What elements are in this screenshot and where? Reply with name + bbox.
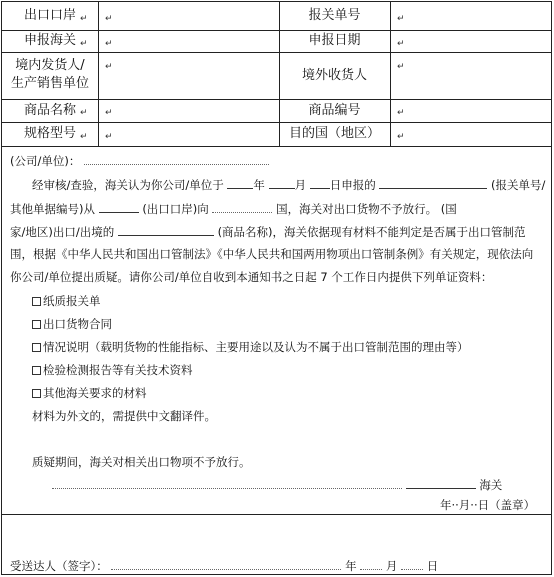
doc-item[interactable] [32,339,469,355]
customs-suffix: 海关 [479,478,503,492]
goods-name-label: 商品名称 [23,103,76,118]
overseas-consignee-value[interactable]: ↵ [397,62,405,72]
declaration-no-field[interactable] [379,176,487,189]
spec-model-value[interactable]: ↵ [105,132,113,142]
section-rule [2,514,551,515]
company-label: (公司/单位)： [10,154,81,168]
body-text: 日申报的 [329,178,376,192]
table-rule [2,122,551,123]
recipient-line [10,558,438,574]
declare-date-label: 申报日期 [308,33,361,48]
table-rule [2,99,551,100]
doc-item[interactable] [32,362,193,378]
doc-item[interactable] [32,385,147,401]
body-text: 家/地区)出口/出境的 [10,225,115,239]
domestic-shipper-label: 境内发货人/ [15,58,85,73]
table-rule [2,52,551,53]
goods-code-value[interactable]: ↵ [397,108,405,118]
footer-year: 年 [345,559,357,573]
paragraph-mark: ↵ [80,132,88,142]
notice-form [1,1,552,575]
doc-item-label: 出口货物合同 [43,317,112,331]
body-text: 经审核/查验，海关认为你公司/单位于 [32,178,224,192]
doc-item-label: 其他海关要求的材料 [43,386,147,400]
doc-item-label: 纸质报关单 [43,294,101,308]
footer-month: 月 [385,559,398,573]
domestic-shipper-value[interactable]: ↵ [105,62,113,72]
checkbox-icon[interactable] [32,320,41,329]
checkbox-icon[interactable] [32,297,41,306]
declare-date-value[interactable]: ↵ [397,39,405,49]
footer-day-field[interactable] [401,559,423,570]
customs-line [52,476,502,493]
year-text: 年 [253,178,265,192]
domestic-shipper-label-line2: 生产销售单位 [10,76,89,91]
month-field[interactable] [269,176,295,189]
goods-code-label: 商品编号 [308,103,361,118]
declare-customs-label: 申报海关 [23,33,76,48]
doc-item[interactable] [32,293,101,309]
table-divider [390,2,391,146]
footer-day: 日 [426,559,439,573]
year-field[interactable] [227,176,253,189]
customs-name-field[interactable] [406,476,476,489]
company-field[interactable] [84,154,269,165]
day-field[interactable] [310,176,330,189]
body-line-1 [32,176,545,193]
table-divider [98,2,99,146]
table-rule [2,30,551,31]
checkbox-icon[interactable] [32,389,41,398]
month-text: 月 [294,178,307,192]
doc-item-label: 情况说明（载明货物的性能指标、主要用途以及认为不属于出口管制范围的理由等） [43,340,469,354]
foreign-language-note: 材料为外文的，需提供中文翻译件。 [32,409,216,423]
declare-customs-value[interactable]: ↵ [105,39,113,49]
body-text: 国，海关对出口货物不予放行。 [276,202,438,216]
destination-value[interactable]: ↵ [397,132,405,142]
recipient-label: 受送达人（签字）： [10,559,108,573]
body-text: (商品名称)，海关依据现有材料不能判定是否属于出口管制范 [217,225,526,239]
recipient-signature-field[interactable] [111,559,341,570]
overseas-consignee-label: 境外收货人 [301,68,367,83]
body-line-3 [10,223,526,240]
country-field[interactable] [212,202,272,213]
goods-name-value[interactable]: ↵ [105,108,113,118]
declaration-no-label: 报关单号 [308,8,361,23]
body-line-4: 围，根据《中华人民共和国出口管制法》《中华人民共和国两用物项出口管制条例》有关规定，现依法向 [10,247,534,261]
export-port-value[interactable]: ↵ [105,14,113,24]
dotted-leader [52,478,402,489]
checkbox-icon[interactable] [32,343,41,352]
table-rule [2,146,551,147]
body-text: (报关单号/ [491,178,546,192]
paragraph-mark: ↵ [80,39,88,49]
body-line-2 [10,200,457,217]
footer-month-field[interactable] [360,559,382,570]
company-line [10,153,269,169]
declaration-no-value[interactable]: ↵ [397,14,405,24]
doc-item[interactable] [32,316,112,332]
suspend-note: 质疑期间，海关对相关出口物项不予放行。 [32,455,251,469]
export-port-label: 出口口岸 [23,8,76,23]
port-field[interactable] [99,200,139,213]
paragraph-mark: ↵ [80,108,88,118]
goods-name-field[interactable] [118,223,214,236]
doc-item-label: 检验检测报告等有关技术资料 [43,363,193,377]
destination-label: 目的国（地区） [288,126,380,141]
body-line-5: 你公司/单位提出质疑。请你公司/单位自收到本通知书之日起 7 个工作日内提供下列单证资料： [10,270,493,284]
body-text: (出口口岸)向 [142,202,209,216]
spec-model-label: 规格型号 [23,126,76,141]
seal-date: 年··月··日（盖章） [440,498,536,512]
paragraph-mark: ↵ [80,14,88,24]
body-text: 其他单据编号)从 [10,202,95,216]
body-text: (国 [440,202,457,216]
checkbox-icon[interactable] [32,366,41,375]
